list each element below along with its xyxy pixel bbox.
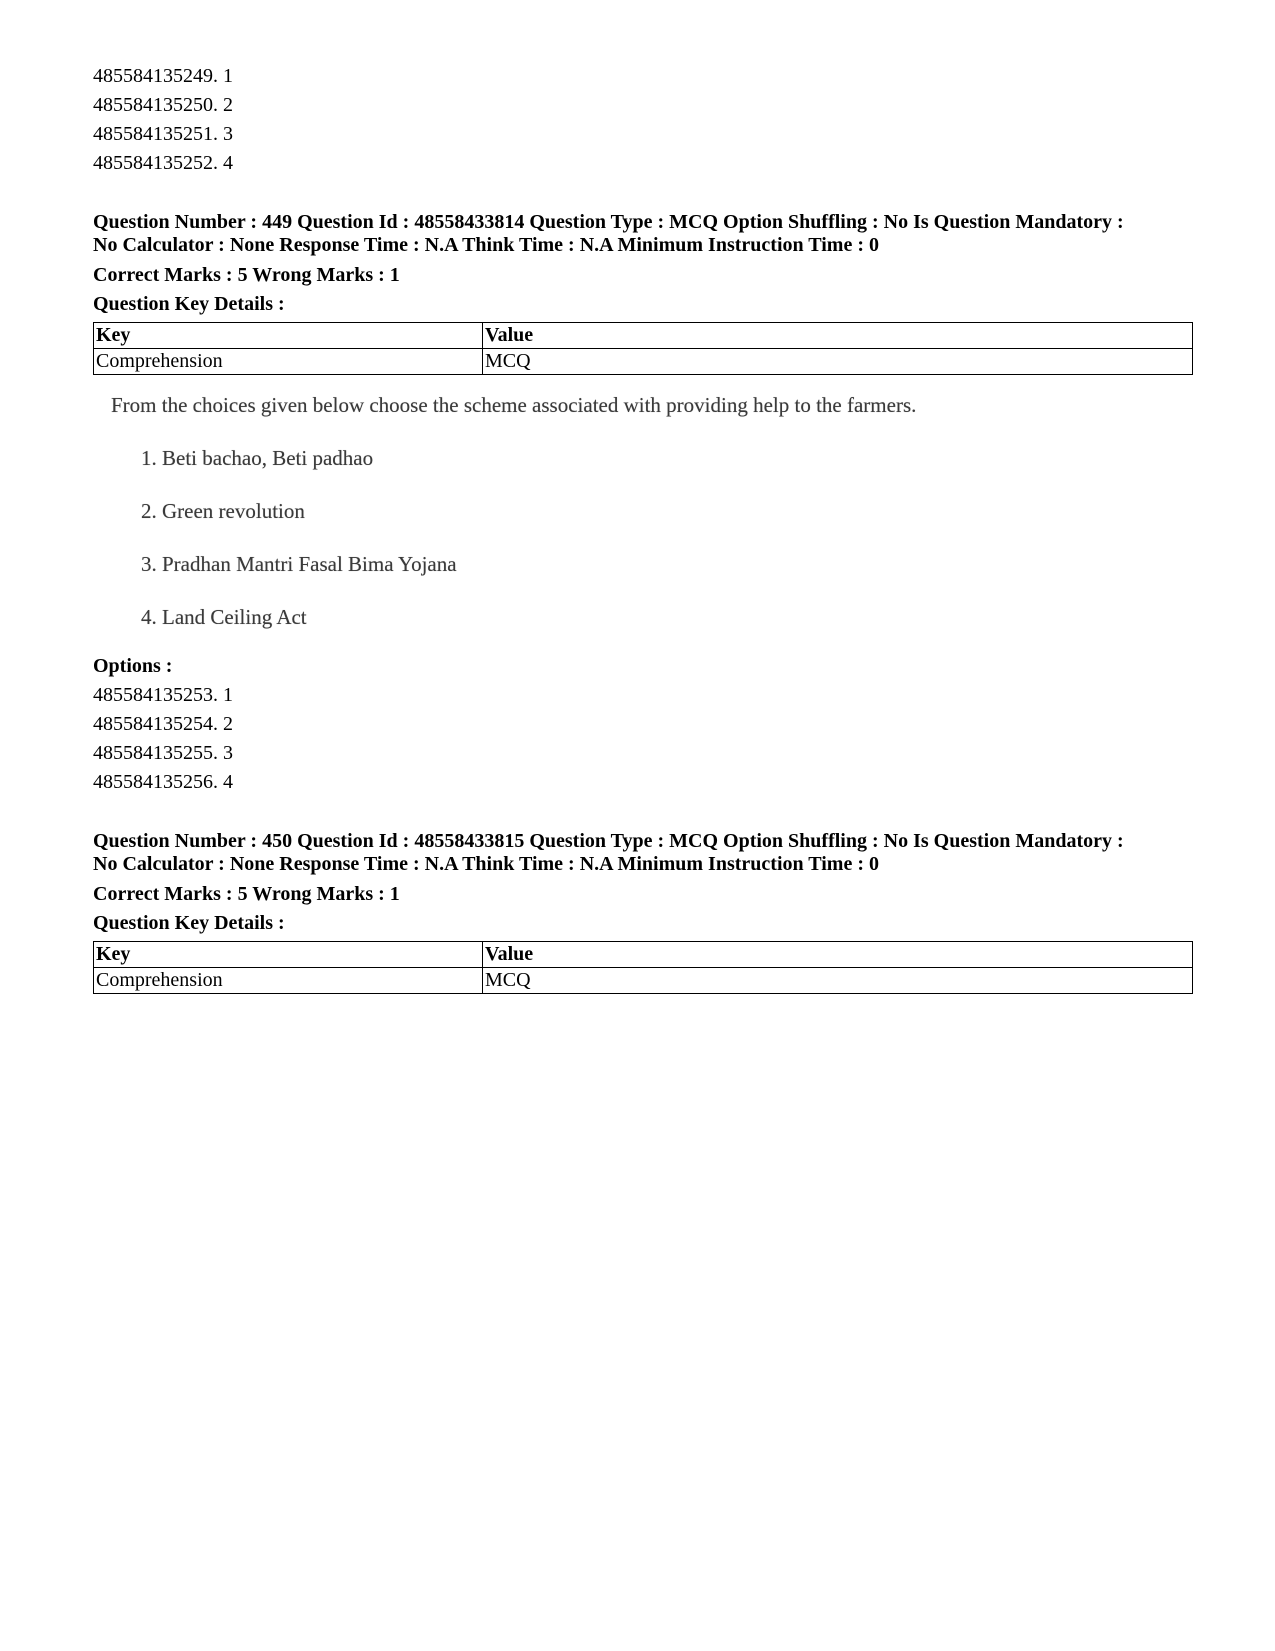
option-item: 485584135252. 4 — [93, 152, 233, 174]
table-cell-key: Comprehension — [94, 968, 483, 994]
question-header-line2: No Calculator : None Response Time : N.A Think Time : N.A Minimum Instruction Time : 0 — [93, 234, 879, 256]
option-item: 485584135249. 1 — [93, 65, 233, 87]
question-header-line1: Question Number : 450 Question Id : 48558433815 Question Type : MCQ Option Shuffling : No Is Question Mandatory : — [93, 830, 1124, 852]
question-450-block — [93, 830, 1193, 994]
previous-options-list — [93, 62, 1193, 178]
option-item: 485584135250. 2 — [93, 94, 233, 116]
table-header-key: Key — [94, 323, 483, 349]
option-item: 485584135254. 2 — [93, 713, 233, 735]
table-header-value: Value — [483, 323, 1193, 349]
table-header-row — [94, 323, 1193, 349]
option-item: 485584135255. 3 — [93, 742, 233, 764]
question-marks: Correct Marks : 5 Wrong Marks : 1 — [93, 264, 400, 286]
question-header-line2: No Calculator : None Response Time : N.A Think Time : N.A Minimum Instruction Time : 0 — [93, 853, 879, 875]
question-header-line1: Question Number : 449 Question Id : 48558433814 Question Type : MCQ Option Shuffling : No Is Question Mandatory : — [93, 211, 1124, 233]
question-choice: 4. Land Ceiling Act — [141, 605, 307, 629]
question-key-details-label: Question Key Details : — [93, 293, 285, 315]
options-label: Options : — [93, 655, 173, 677]
table-header-key: Key — [94, 942, 483, 968]
table-header-row — [94, 942, 1193, 968]
question-key-table — [93, 941, 1193, 994]
question-key-table — [93, 322, 1193, 375]
options-list — [93, 681, 1193, 797]
question-content-image — [111, 391, 1193, 632]
table-row — [94, 349, 1193, 375]
question-choices-list — [111, 444, 1193, 632]
option-item: 485584135256. 4 — [93, 771, 233, 793]
question-choice: 3. Pradhan Mantri Fasal Bima Yojana — [141, 552, 457, 576]
table-row — [94, 968, 1193, 994]
question-marks: Correct Marks : 5 Wrong Marks : 1 — [93, 883, 400, 905]
option-item: 485584135253. 1 — [93, 684, 233, 706]
question-stem: From the choices given below choose the scheme associated with providing help to the farmers. — [111, 393, 917, 417]
table-cell-key: Comprehension — [94, 349, 483, 375]
table-cell-value: MCQ — [483, 968, 1193, 994]
table-header-value: Value — [483, 942, 1193, 968]
question-key-details-label: Question Key Details : — [93, 912, 285, 934]
table-cell-value: MCQ — [483, 349, 1193, 375]
question-choice: 1. Beti bachao, Beti padhao — [141, 446, 374, 470]
question-choice: 2. Green revolution — [141, 499, 305, 523]
document-page — [93, 62, 1193, 994]
option-item: 485584135251. 3 — [93, 123, 233, 145]
question-449-block — [93, 211, 1193, 797]
